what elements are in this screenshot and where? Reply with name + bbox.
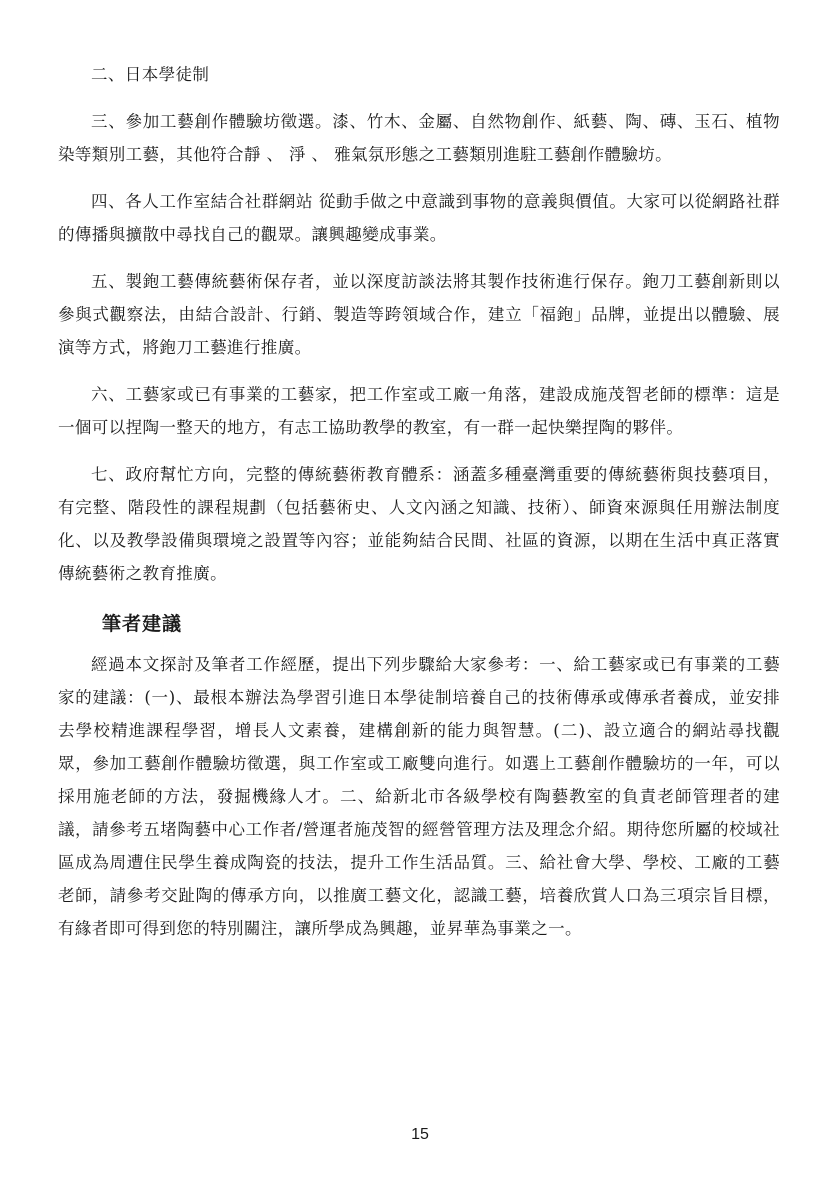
paragraph-plane-craft-preservation: 五、製鉋工藝傳統藝術保存者，並以深度訪談法將其製作技術進行保存。鉋刀工藝創新則以參與式觀察法，由結合設計、行銷、製造等跨領域合作，建立「福鉋」品牌，並提出以體驗、展演等方式，將鉋刀工藝進行推廣。: [58, 272, 780, 357]
page-number: 15: [411, 1126, 429, 1143]
paragraph-studio-social-network: 四、各人工作室結合社群網站 從動手做之中意識到事物的意義與價值。大家可以從網路社群的傳播與擴散中尋找自己的觀眾。讓興趣變成事業。: [58, 192, 780, 244]
paragraph-craftsman-studio: 六、工藝家或已有事業的工藝家，把工作室或工廠一角落，建設成施茂智老師的標準：這是一個可以捏陶一整天的地方，有志工協助教學的教室，有一群一起快樂捏陶的夥伴。: [58, 385, 780, 437]
section-heading: 筆者建議: [102, 613, 183, 635]
paragraph-author-recommendations: 經過本文探討及筆者工作經歷，提出下列步驟給大家參考：一、給工藝家或已有事業的工藝家的建議：(一)、最根本辦法為學習引進日本學徒制培養自己的技術傳承或傳承者養成，並安排去學校精進課程學習，增長人文素養，建構創新的能力與智慧。(二)、設立適合的網站尋找觀眾，參加工藝創作體驗坊徵選，與工作室或工廠雙向進行。如選上工藝創作體驗坊的一年，可以採用施老師的方法，發掘機緣人才。二、給新北市各級學校有陶藝教室的負責老師管理者的建議，請參考五堵陶藝中心工作者/營運者施茂智的經營管理方法及理念介紹。期待您所屬的校域社區成為周遭住民學生養成陶瓷的技法，提升工作生活品質。三、給社會大學、學校、工廠的工藝老師，請參考交趾陶的傳承方向，以推廣工藝文化，認識工藝，培養欣賞人口為三項宗旨目標，有緣者即可得到您的特別關注，讓所學成為興趣，並昇華為事業之一。: [58, 655, 780, 938]
document-page: [58, 58, 780, 945]
paragraph-japanese-apprenticeship: 二、日本學徒制: [91, 65, 210, 84]
paragraph-government-support: 七、政府幫忙方向，完整的傳統藝術教育體系：涵蓋多種臺灣重要的傳統藝術與技藝項目，有完整、階段性的課程規劃（包括藝術史、人文內涵之知識、技術）、師資來源與任用辦法制度化、以及教學設備與環境之設置等內容；並能夠結合民間、社區的資源，以期在生活中真正落實傳統藝術之教育推廣。: [58, 465, 780, 583]
paragraph-workshop-selection: 三、參加工藝創作體驗坊徵選。漆、竹木、金屬、自然物創作、紙藝、陶、磚、玉石、植物染等類別工藝，其他符合靜 、 淨 、 雅氣氛形態之工藝類別進駐工藝創作體驗坊。: [58, 112, 780, 164]
